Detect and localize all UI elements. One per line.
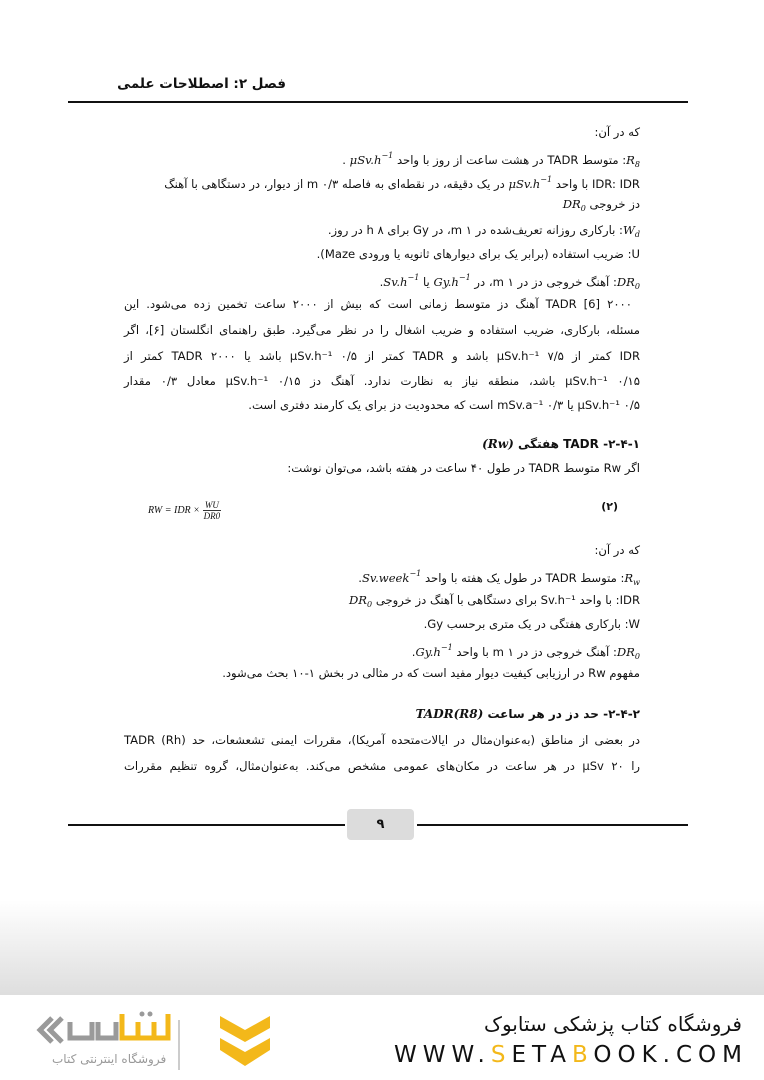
- store-url[interactable]: WWW.SETABOOK.COM: [393, 1042, 748, 1068]
- definition-u: U: ضریب استفاده (برابر یک برای دیوارهای ثانویه یا ورودی Maze).: [316, 247, 640, 261]
- header-divider: [68, 101, 688, 103]
- logo-separator: [178, 1020, 180, 1070]
- definition-rw: $R_w$: متوسط TADR در طول یک هفته با واحد Sv.week$^{-1}$.: [358, 569, 640, 587]
- equation-rw: RW = IDR × $\frac{WU}{DR0}$: [148, 500, 221, 521]
- paragraph-line: ۰/۵ μSv.h⁻¹ یا ۰/۳ mSv.a⁻¹ است که محدودیت دز برای یک کارمند دفتری است.: [248, 398, 640, 412]
- paragraph-line: مسئله، بارکاری، ضریب استفاده و ضریب اشغال را در نظر می‌گیرد. طبق راهنمای انگلستان [۶]، اگر: [124, 323, 641, 337]
- equation-number: (۲): [601, 500, 618, 513]
- definition-idr-cont: دز خروجی $DR_0$: [562, 197, 640, 213]
- definition-dr0: $DR_0$: آهنگ خروجی دز در ۱ m، در $Gy.h^{-1}$ یا $Sv.h^{-1}$.: [379, 273, 640, 291]
- definition-idr-2: IDR: با واحد Sv.h⁻¹ برای دستگاهی با آهنگ دز خروجی $DR_0$: [349, 593, 640, 609]
- footer-divider-right: [417, 824, 688, 826]
- definition-w: W: بارکاری هفتگی در یک متری برحسب Gy.: [423, 617, 640, 631]
- store-title: فروشگاه کتاب پزشکی ستابوک: [484, 1012, 742, 1036]
- definition-r8: $R_8$: متوسط TADR در هشت ساعت از روز با واحد $\mu Sv.h^{-1}$ .: [342, 148, 640, 173]
- definition-wd: $W_d$: بارکاری روزانه تعریف‌شده در ۱ m، در Gy برای ۸ h در روز.: [327, 223, 640, 239]
- paragraph-line: ۰/۱۵ μSv.h⁻¹ باشد، منطقه نیاز به نظارت ندارد. آهنگ دز ۰/۱۵ μSv.h⁻¹ معادل ۰/۳ مقدار: [124, 374, 641, 388]
- rw-concept-note: مفهوم Rw در ارزیابی کیفیت دیوار مفید است که در مثالی در بخش ۱-۱۰ بحث می‌شود.: [222, 666, 640, 680]
- section-heading-weekly-tadr: ۲-۴-۱- TADR هفتگی (Rw): [482, 437, 640, 451]
- section-heading-hourly-limit: ۲-۴-۲- حد دز در هر ساعت TADR(R8): [415, 707, 640, 721]
- page-number: ۹: [347, 809, 414, 840]
- paragraph-line: IDR کمتر از ۷/۵ μSv.h⁻¹ باشد و TADR کمتر از ۰/۵ μSv.h⁻¹ باشد یا ۲۰۰۰ TADR کمتر از: [124, 349, 641, 363]
- paragraph-line: را ۲۰ μSv در هر ساعت در مکان‌های عمومی مشخص می‌کند. به‌عنوان‌مثال، گروه تنظیم مقررات: [124, 759, 641, 773]
- page-bottom-shadow: [0, 900, 764, 1000]
- where-label-1: که در آن:: [594, 125, 640, 139]
- logo-tagline: فروشگاه اینترنتی کتاب: [52, 1052, 167, 1066]
- symbol-r8: $R_8$: [626, 153, 640, 169]
- chapter-title: فصل ۲: اصطلاحات علمی: [117, 76, 286, 92]
- paragraph-line: در بعضی از مناطق (به‌عنوان‌مثال در ایالات‌متحده آمریکا)، مقررات ایمنی تشعشعات، حد TADR (Rh): [124, 733, 641, 747]
- paragraph-line: ۲۰۰۰ TADR [6] آهنگ دز متوسط زمانی است که بیش از ۲۰۰۰ ساعت تخمین زده می‌شود. این: [124, 297, 633, 311]
- definition-idr: IDR: IDR با واحد $\mu Sv.h^{-1}$ در یک دقیقه، در نقطه‌ای به فاصله ۰/۳ m از دیوار، در دستگاهی با آهنگ: [164, 175, 640, 191]
- where-label-2: که در آن:: [594, 543, 640, 557]
- weekly-intro: اگر Rw متوسط TADR در طول ۴۰ ساعت در هفته باشد، می‌توان نوشت:: [287, 461, 640, 475]
- footer-divider-left: [68, 824, 345, 826]
- setabook-logo: [30, 1008, 270, 1078]
- definition-dr0-2: $DR_0$: آهنگ خروجی دز در ۱ m با واحد $Gy.h^{-1}$.: [411, 643, 640, 661]
